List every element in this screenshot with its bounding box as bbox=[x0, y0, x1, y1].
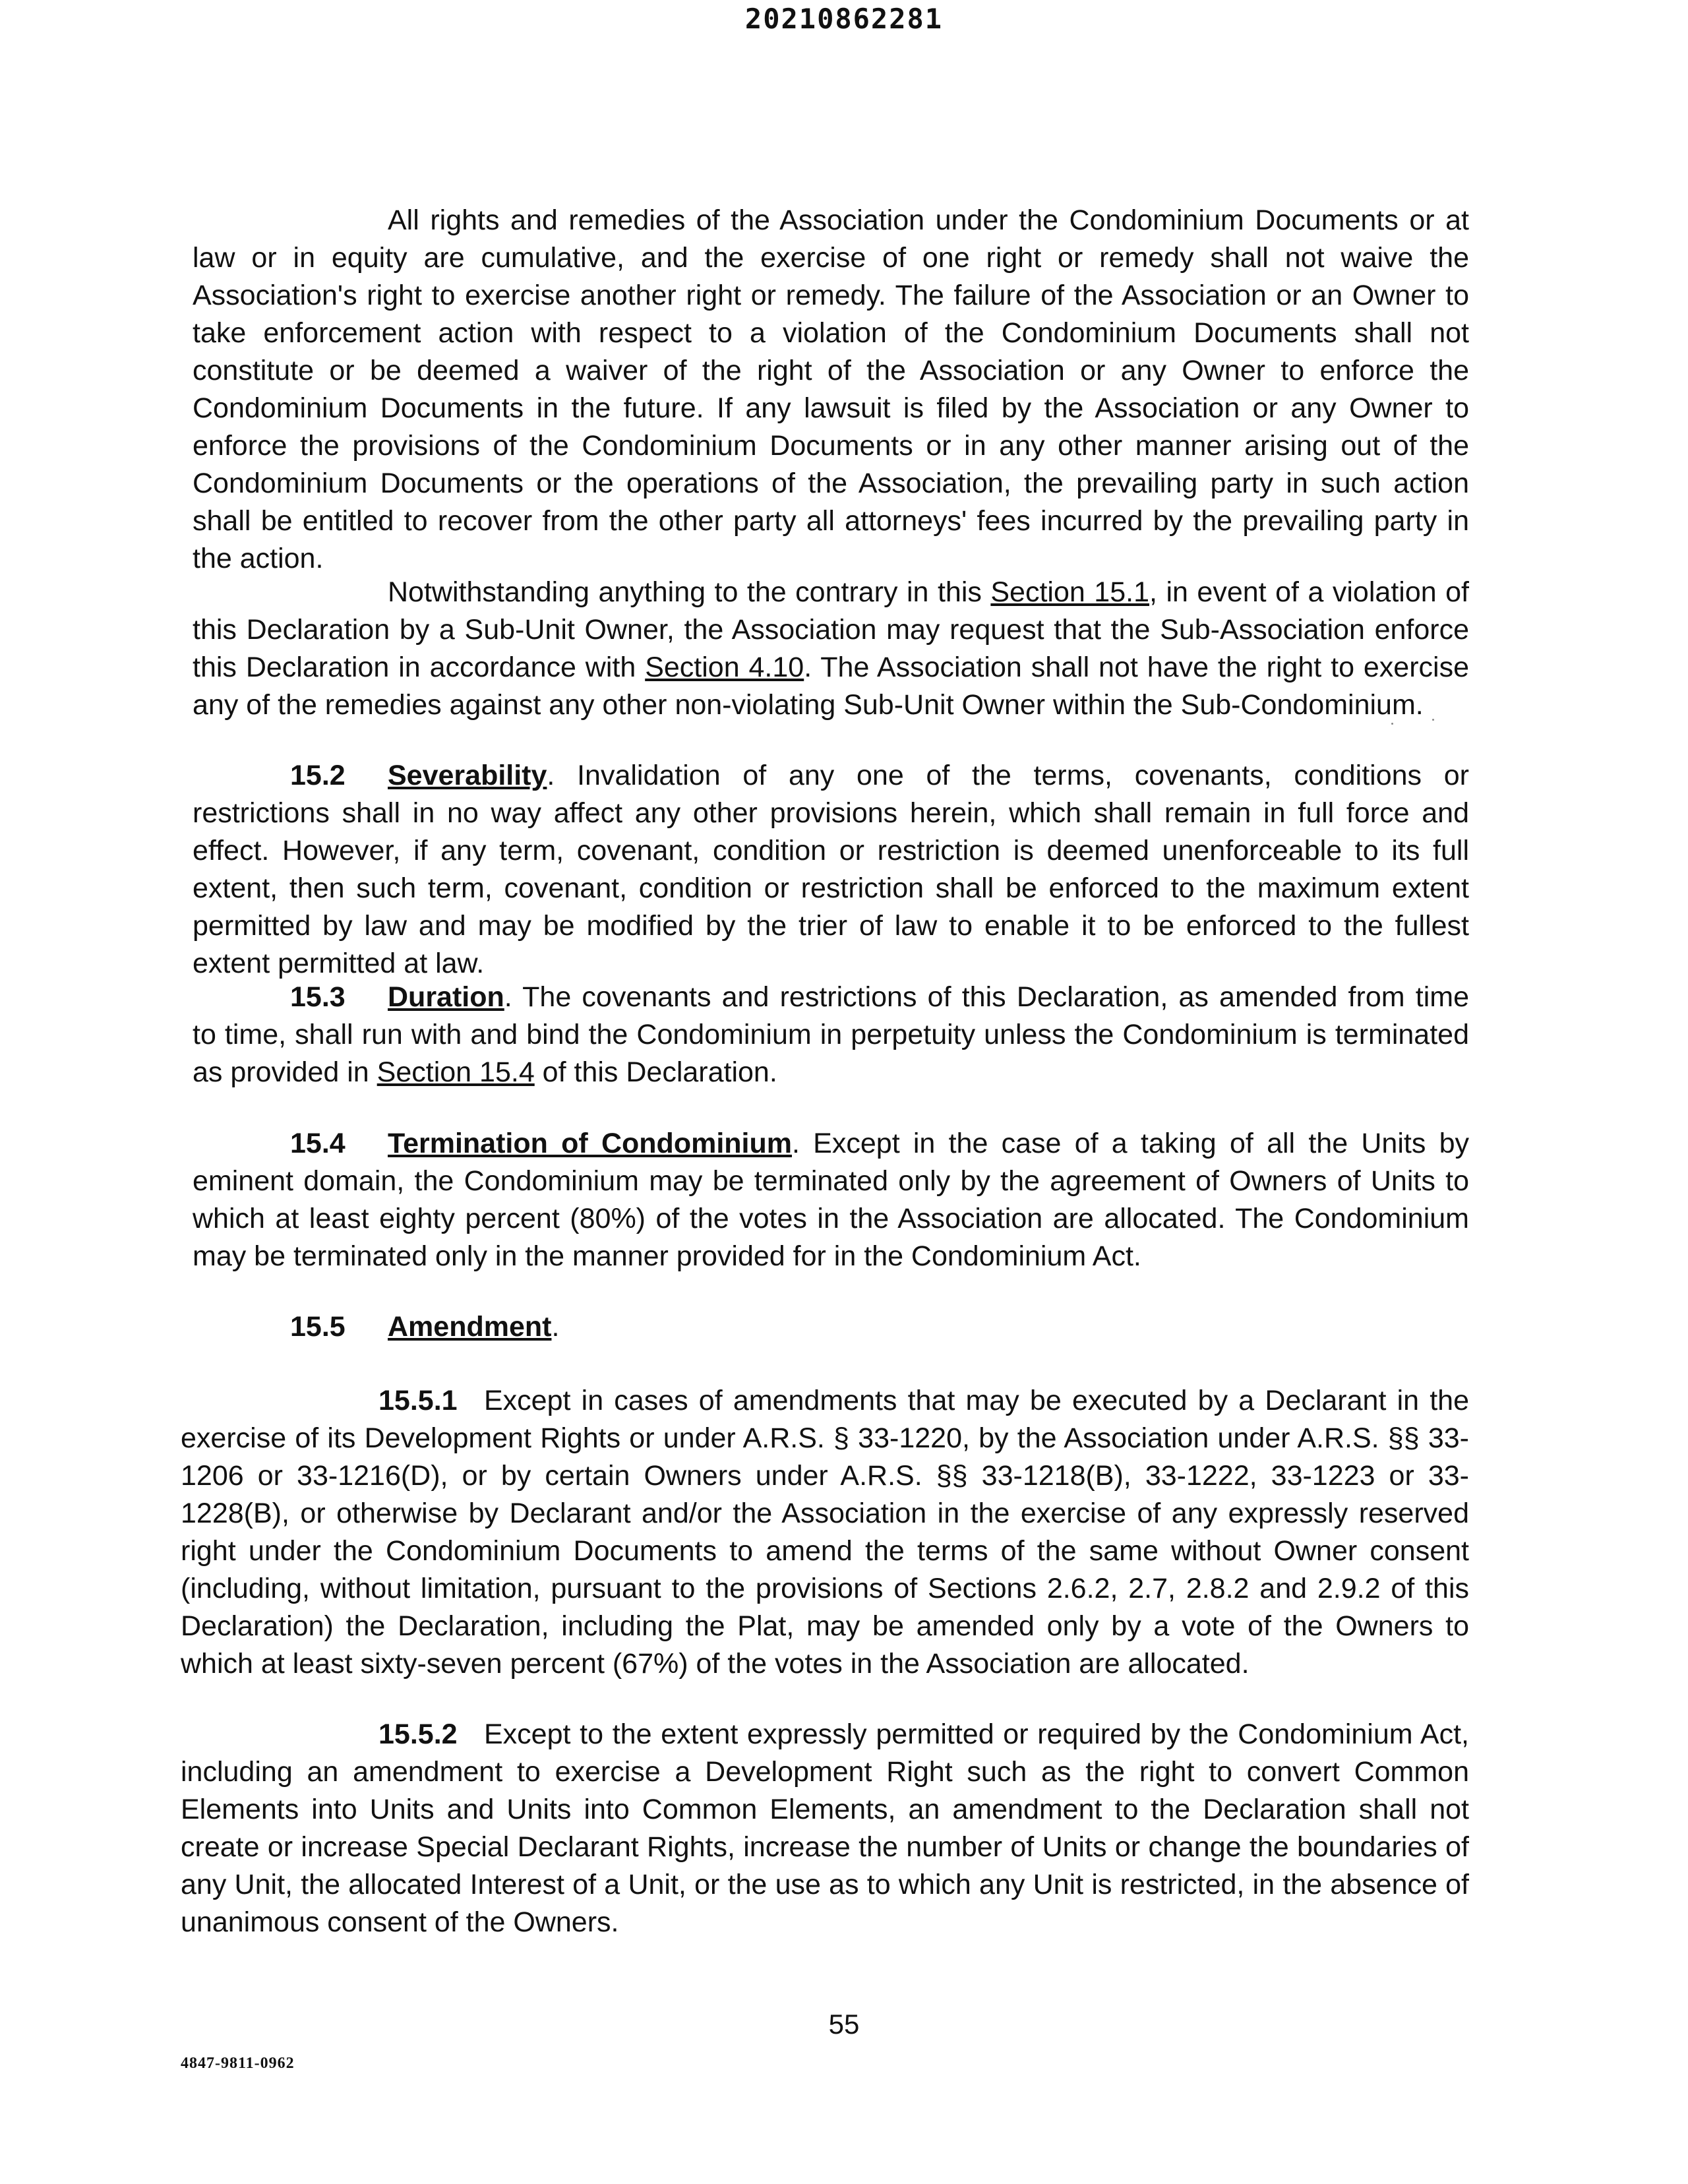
section-title: Duration bbox=[388, 981, 504, 1013]
recording-number: 20210862281 bbox=[744, 3, 944, 35]
page-number: 55 bbox=[828, 2009, 860, 2040]
section-title-period: . bbox=[551, 1311, 560, 1343]
section-text: . The covenants and restrictions of this Declaration, as amended from time to time, shall run with and bind the Condominium in perpetuity unless the Condominium is terminated as provided in bbox=[193, 981, 1469, 1088]
section-title: Amendment bbox=[388, 1311, 552, 1343]
subsection-number: 15.5.1 bbox=[378, 1385, 458, 1416]
section-15-5 bbox=[290, 1308, 559, 1346]
scan-speck bbox=[1391, 723, 1393, 725]
section-15-4-reference: Section 15.4 bbox=[377, 1056, 535, 1088]
scan-speck bbox=[1432, 719, 1434, 721]
paragraph-text: Notwithstanding anything to the contrary in this bbox=[388, 576, 991, 608]
section-text: . Invalidation of any one of the terms, covenants, conditions or restrictions shall in no way affect any other provisions herein, which shall remain in full force and effect. However, if any term, covenant, condition or restriction is deemed unenforceable to its full extent, then such term, covenant, condition or restriction shall be enforced to the maximum extent permitted by law and may be modified by the trier of law to enable it to be enforced to the fullest extent permitted at law. bbox=[193, 760, 1469, 979]
section-15-5-1 bbox=[181, 1382, 1469, 1683]
section-text: . Except in the case of a taking of all the Units by eminent domain, the Condominium may be terminated only by the agreement of Owners of Units to which at least eighty percent (80%) of the votes in the Association are allocated. The Condominium may be terminated only in the manner provided for in the Condominium Act. bbox=[193, 1128, 1469, 1272]
section-title: Termination of Condominium bbox=[388, 1128, 792, 1159]
section-15-1-reference: Section 15.1 bbox=[990, 576, 1149, 608]
section-15-4 bbox=[193, 1125, 1469, 1275]
section-number: 15.3 bbox=[290, 981, 346, 1013]
section-title: Severability bbox=[388, 760, 547, 791]
section-15-2 bbox=[193, 757, 1469, 983]
section-text: of this Declaration. bbox=[534, 1056, 777, 1088]
subsection-text: Except in cases of amendments that may be executed by a Declarant in the exercise of its Development Rights or under A.R.S. § 33-1220, by the Association under A.R.S. §§ 33-1206 or 33-1216(D), or by certain Owners under A.R.S. §§ 33-1218(B), 33-1222, 33-1223 or 33-1228(B), or otherwise by Declarant and/or the Association in the exercise of any expressly reserved right under the Condominium Documents to amend the terms of the same without Owner consent (including, without limitation, pursuant to the provisions of Sections 2.6.2, 2.7, 2.8.2 and 2.9.2 of this Declaration) the Declaration, including the Plat, may be amended only by a vote of the Owners to which at least sixty-seven percent (67%) of the votes in the Association are allocated. bbox=[181, 1385, 1469, 1680]
paragraph-text: All rights and remedies of the Association under the Condominium Documents or at law or in equity are cumulative, and the exercise of one right or remedy shall not waive the Association's right to exercise another right or remedy. The failure of the Association or an Owner to take enforcement action with respect to a violation of the Condominium Documents shall not constitute or be deemed a waiver of the right of the Association or any Owner to enforce the Condominium Documents in the future. If any lawsuit is filed by the Association or any Owner to enforce the provisions of the Condominium Documents or in any other manner arising out of the Condominium Documents or the operations of the Association, the prevailing party in such action shall be entitled to recover from the other party all attorneys' fees incurred by the prevailing party in the action. bbox=[193, 204, 1469, 574]
notwithstanding-paragraph bbox=[193, 574, 1469, 724]
document-id: 4847-9811-0962 bbox=[181, 2055, 295, 2072]
section-number: 15.4 bbox=[290, 1128, 346, 1159]
paragraph-text: , in event of a violation of this Declaration by a Sub-Unit Owner, the Association may request that the Sub-Association enforce this Declaration in accordance with bbox=[193, 576, 1470, 683]
section-15-3 bbox=[193, 979, 1469, 1091]
section-number: 15.5 bbox=[290, 1311, 346, 1343]
subsection-text: Except to the extent expressly permitted or required by the Condominium Act, including an amendment to exercise a Development Right such as the right to convert Common Elements into Units and Units into Common Elements, an amendment to the Declaration shall not create or increase Special Declarant Rights, increase the number of Units or change the boundaries of any Unit, the allocated Interest of a Unit, or the use as to which any Unit is restricted, in the absence of unanimous consent of the Owners. bbox=[181, 1718, 1469, 1938]
subsection-number: 15.5.2 bbox=[378, 1718, 458, 1750]
section-15-5-2 bbox=[181, 1716, 1469, 1941]
section-number: 15.2 bbox=[290, 760, 346, 791]
remedies-paragraph bbox=[193, 202, 1469, 578]
section-4-10-reference: Section 4.10 bbox=[645, 652, 804, 683]
paragraph-text: . The Association shall not have the right to exercise any of the remedies against any other non-violating Sub-Unit Owner within the Sub-Condominium. bbox=[193, 652, 1470, 721]
